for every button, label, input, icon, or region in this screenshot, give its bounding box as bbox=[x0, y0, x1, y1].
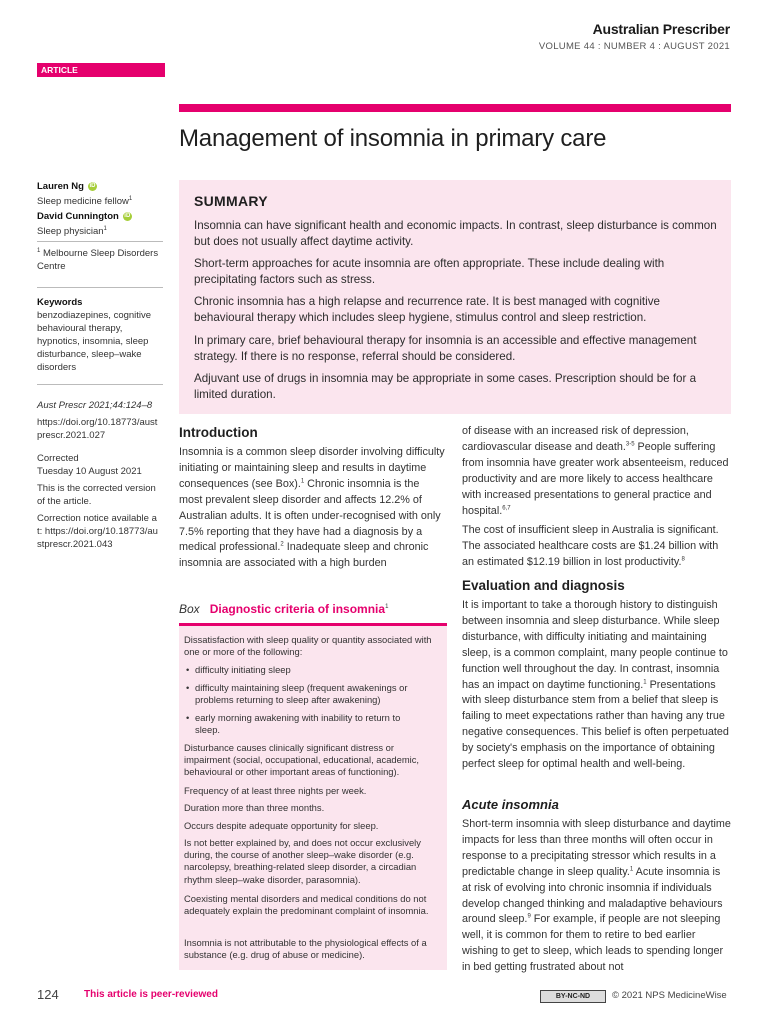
citation-block bbox=[37, 399, 162, 551]
summary-paragraph: Insomnia can have significant health and economic impacts. In contrast, sleep disturbance is common but does not usually affect daytime activity. bbox=[194, 219, 717, 248]
title-accent-bar bbox=[179, 104, 731, 112]
bullet-icon: • bbox=[186, 712, 190, 723]
box-heading: Box Diagnostic criteria of insomnia$^1$ bbox=[179, 602, 389, 616]
box-text: Disturbance causes clinically significant distress or impairment (social, occupational, educational, academic, behavioural or other important areas of functioning). bbox=[184, 742, 420, 778]
peer-review-note: This article is peer-reviewed bbox=[84, 989, 218, 1000]
article-tag: ARTICLE bbox=[37, 63, 165, 77]
bullet-icon: • bbox=[186, 664, 190, 675]
author-name: David Cunnington bbox=[37, 211, 119, 222]
author-role: Sleep medicine fellow bbox=[37, 196, 129, 207]
section-heading-acute-insomnia: Acute insomnia bbox=[462, 797, 559, 812]
box-text: Dissatisfaction with sleep quality or quantity associated with one or more of the following: bbox=[184, 634, 432, 658]
author-name: Lauren Ng bbox=[37, 181, 84, 192]
summary-heading: SUMMARY bbox=[194, 193, 268, 209]
bullet-icon: • bbox=[186, 682, 190, 693]
summary-paragraph: Adjuvant use of drugs in insomnia may be appropriate in some cases. Prescription should be for a limited duration. bbox=[194, 372, 697, 401]
divider bbox=[37, 384, 163, 385]
copyright-notice: © 2021 NPS MedicineWise bbox=[612, 990, 727, 1001]
creative-commons-license-icon[interactable]: BY-NC-ND bbox=[540, 990, 606, 1003]
volume-line: VOLUME 44 : NUMBER 4 : AUGUST 2021 bbox=[538, 41, 730, 52]
orcid-icon[interactable]: iD bbox=[124, 212, 131, 219]
box-text: Coexisting mental disorders and medical conditions do not adequately explain the predominant complaint of insomnia. bbox=[184, 893, 429, 917]
citation: Aust Prescr 2021;44:124–8 bbox=[37, 400, 153, 411]
box-bullet-item: difficulty initiating sleep bbox=[195, 664, 291, 675]
doi-link[interactable]: https://doi.org/10.18773/austprescr.2021.027 bbox=[37, 417, 158, 441]
corrected-label: Corrected bbox=[37, 453, 79, 464]
body-paragraph: of disease with an increased risk of depression, cardiovascular disease and death.$^{3-5}$ People suffering from insomnia have greater work absenteeism, reduced productivity and are more likely to access healthcare with increased presentations to general practice and hospital.$^{6,7}$ bbox=[462, 425, 729, 517]
corrected-note: This is the corrected version of the article. bbox=[37, 483, 156, 507]
box-bullet-item: early morning awakening with inability to return to sleep. bbox=[195, 712, 401, 736]
keywords-heading: Keywords bbox=[37, 297, 83, 308]
section-heading-evaluation: Evaluation and diagnosis bbox=[462, 578, 625, 593]
section-heading-introduction: Introduction bbox=[179, 425, 258, 440]
author-block: Lauren Ng iD Sleep medicine fellow$^1$ David Cunnington iD Sleep physician$^1$ bbox=[37, 181, 133, 237]
keywords-block bbox=[37, 296, 167, 374]
body-paragraph: Insomnia is a common sleep disorder involving difficulty initiating or maintaining sleep and results in daytime consequences (see Box).$^1$ Chronic insomnia is the most prevalent sleep disorder and affects 12.2% of Australian adults. It is often under-recognised with only 7.5% reporting that they have had a diagnosis by a medical professional.$^2$ Inadequate sleep and chronic insomnia are associated with a high burden bbox=[179, 446, 445, 570]
article-title: Management of insomnia in primary care bbox=[179, 125, 607, 152]
correction-notice-link[interactable]: Correction notice available at: https://doi.org/10.18773/austprescr.2021.043 bbox=[37, 513, 158, 550]
box-bullet-item: difficulty maintaining sleep (frequent awakenings or problems returning to sleep after awakening) bbox=[195, 682, 408, 706]
corrected-date: Tuesday 10 August 2021 bbox=[37, 466, 142, 477]
body-paragraph: It is important to take a thorough history to distinguish between insomnia and sleep disturbance. While sleep disturbance, with difficulty initiating and maintaining sleep, is a common complaint, many people continue to function well throughout the day. In contrast, insomnia has an impact on daytime functioning.$^1$ Presentations with sleep disturbance stem from a belief that sleep is failing to meet expectations rather than having any true negative consequences. This belief is often perpetuated by society's emphasis on the importance of obtaining perfect sleep for optimal health and well-being. bbox=[462, 599, 729, 771]
diagnostic-criteria-box bbox=[179, 626, 447, 970]
affiliation: $^1$ Melbourne Sleep Disorders Centre bbox=[37, 247, 159, 272]
box-text: Occurs despite adequate opportunity for sleep. bbox=[184, 820, 379, 831]
box-text: Duration more than three months. bbox=[184, 802, 325, 813]
keywords-list: benzodiazepines, cognitive behavioural therapy, hypnotics, insomnia, sleep disturbance, sleep–wake disorders bbox=[37, 310, 152, 373]
author-role: Sleep physician bbox=[37, 226, 104, 237]
body-paragraph: Short-term insomnia with sleep disturbance and daytime impacts for less than three months will often occur in response to a precipitating stressor which results in a predictable change in sleep quality.$^1$ Acute insomnia is at risk of evolving into chronic insomnia if individuals develop changed thinking and maladaptive behaviours around sleep.$^9$ For example, if people are not sleeping well, it is common for them to retire to bed earlier wishing to get to sleep, which leads to spending longer in bed getting frustrated about not bbox=[462, 818, 731, 974]
box-text: Is not better explained by, and does not occur exclusively during, the course of another sleep–wake disorder (e.g. narcolepsy, breathing-related sleep disorder, a circadian rhythm sleep–wake disorder, parasomnia). bbox=[184, 837, 421, 885]
summary-paragraph: Chronic insomnia has a high relapse and recurrence rate. It is best managed with cognitive behavioural therapy which includes sleep hygiene, stimulus control and sleep restriction. bbox=[194, 295, 660, 324]
journal-masthead: Australian Prescriber bbox=[592, 21, 730, 37]
orcid-icon[interactable]: iD bbox=[89, 182, 96, 189]
body-paragraph: The cost of insufficient sleep in Australia is significant. The associated healthcare costs are $1.24 billion with an estimated $12.19 billion in lost productivity.$^8$ bbox=[462, 524, 719, 568]
box-text: Insomnia is not attributable to the physiological effects of a substance (e.g. drug of abuse or medicine). bbox=[184, 937, 427, 961]
divider bbox=[37, 241, 163, 242]
summary-paragraph: In primary care, brief behavioural therapy for insomnia is an accessible and effective management strategy. If there is no response, referral should be considered. bbox=[194, 334, 697, 363]
divider bbox=[37, 287, 163, 288]
summary-paragraph: Short-term approaches for acute insomnia are often appropriate. These include dealing with precipitating factors such as stress. bbox=[194, 257, 665, 286]
box-text: Frequency of at least three nights per week. bbox=[184, 785, 367, 796]
page-number: 124 bbox=[37, 987, 59, 1002]
